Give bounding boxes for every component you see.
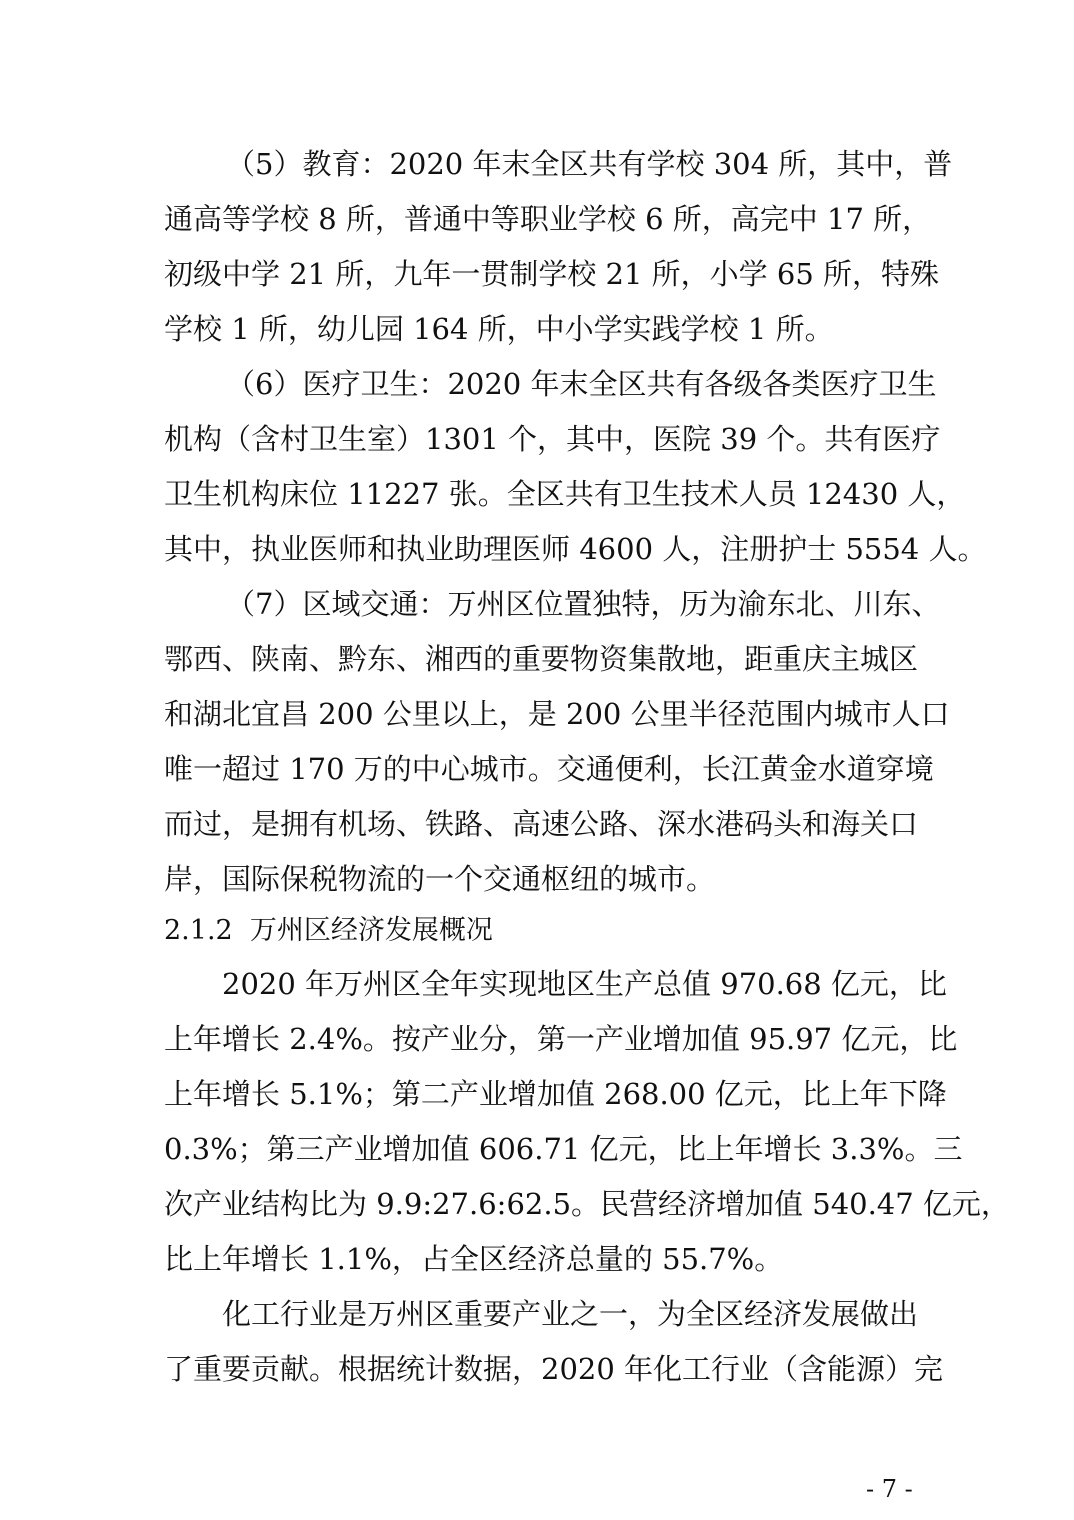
text-line: （5）教育：2020 年末全区共有学校 304 所，其中，普: [226, 147, 953, 181]
text-line: 唯一超过 170 万的中心城市。交通便利，长江黄金水道穿境: [164, 752, 934, 786]
text-line: 初级中学 21 所，九年一贯制学校 21 所，小学 65 所，特殊: [164, 257, 940, 291]
text-line: 学校 1 所，幼儿园 164 所，中小学实践学校 1 所。: [164, 312, 834, 346]
text-line: 次产业结构比为 9.9:27.6:62.5。民营经济增加值 540.47 亿元，: [164, 1187, 1010, 1221]
text-line: 上年增长 2.4%。按产业分，第一产业增加值 95.97 亿元，比: [164, 1022, 958, 1056]
section-heading: 2.1.2 万州区经济发展概况: [164, 915, 493, 946]
text-line: 和湖北宜昌 200 公里以上，是 200 公里半径范围内城市人口: [164, 697, 950, 731]
text-line: 而过，是拥有机场、铁路、高速公路、深水港码头和海关口: [164, 807, 919, 841]
text-line: 通高等学校 8 所，普通中等职业学校 6 所，高完中 17 所，: [164, 202, 932, 236]
text-line: 鄂西、陕南、黔东、湘西的重要物资集散地，距重庆主城区: [164, 642, 919, 676]
text-line: 卫生机构床位 11227 张。全区共有卫生技术人员 12430 人，: [164, 477, 966, 511]
text-line: 比上年增长 1.1%，占全区经济总量的 55.7%。: [164, 1242, 784, 1276]
text-line: （7）区域交通：万州区位置独特，历为渝东北、川东、: [226, 587, 941, 621]
text-line: 0.3%；第三产业增加值 606.71 亿元，比上年增长 3.3%。三: [164, 1132, 963, 1166]
text-line: 其中，执业医师和执业助理医师 4600 人，注册护士 5554 人。: [164, 532, 987, 566]
text-line: 化工行业是万州区重要产业之一，为全区经济发展做出: [222, 1297, 919, 1331]
page-number: - 7 -: [866, 1475, 913, 1503]
text-line: 机构（含村卫生室）1301 个，其中，医院 39 个。共有医疗: [164, 422, 941, 456]
text-line: 岸，国际保税物流的一个交通枢纽的城市。: [164, 862, 716, 896]
text-line: （6）医疗卫生：2020 年末全区共有各级各类医疗卫生: [226, 367, 937, 401]
text-line: 上年增长 5.1%；第二产业增加值 268.00 亿元，比上年下降: [164, 1077, 947, 1111]
text-line: 2020 年万州区全年实现地区生产总值 970.68 亿元，比: [222, 967, 947, 1001]
text-line: 了重要贡献。根据统计数据，2020 年化工行业（含能源）完: [164, 1352, 944, 1386]
